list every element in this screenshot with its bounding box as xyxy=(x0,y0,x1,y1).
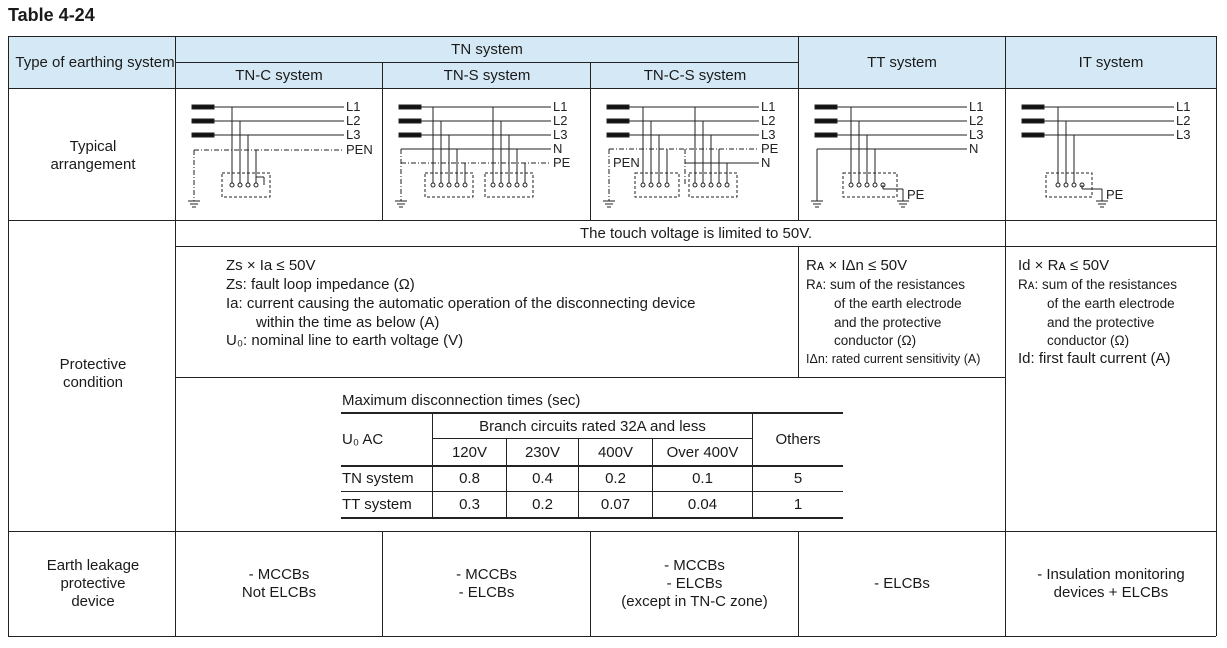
tn-condition-line: within the time as below (A) xyxy=(256,314,440,331)
header-type-of-earthing: Type of earthing system xyxy=(15,54,175,71)
diagram-label: PE xyxy=(553,155,571,170)
grid-line xyxy=(8,636,1216,637)
diagram-label: L2 xyxy=(969,113,984,128)
voltage-header: Over 400V xyxy=(666,443,739,461)
earth-leakage-tn-c-s xyxy=(591,532,798,636)
table-cell: 0.3 xyxy=(459,496,480,513)
tt-diagram xyxy=(799,89,1005,220)
diagram-label: L3 xyxy=(969,127,984,142)
grid-line xyxy=(8,36,9,636)
it-condition-line: Id × Rᴀ ≤ 50V xyxy=(1018,257,1110,274)
diagram-label: PE xyxy=(1106,187,1124,202)
grid-line xyxy=(176,246,1216,247)
tt-condition-line: Rᴀ: sum of the resistances xyxy=(806,277,966,292)
tt-condition-line: and the protective xyxy=(834,315,942,330)
tn-c-s-diagram xyxy=(591,89,798,220)
tn-condition-line: U₀: nominal line to earth voltage (V) xyxy=(226,332,464,349)
tn-condition-line: Zs: fault loop impedance (Ω) xyxy=(226,276,415,293)
diagram-label: L2 xyxy=(346,113,361,128)
it-condition-line: of the earth electrode xyxy=(1047,296,1175,311)
it-condition-line: Id: first fault current (A) xyxy=(1018,350,1171,367)
diagram-label: N xyxy=(761,155,771,170)
tt-condition-line: Rᴀ × IΔn ≤ 50V xyxy=(806,257,908,274)
earth-leakage-tn-s xyxy=(383,532,590,636)
grid-line xyxy=(176,62,798,63)
table-cell: 0.2 xyxy=(532,496,553,513)
earth-leakage-line: - Insulation monitoring xyxy=(1037,566,1185,583)
table-cell: 0.07 xyxy=(600,496,631,513)
diagram-label: L2 xyxy=(1176,113,1191,128)
row-label-typical: Typical arrangement xyxy=(50,138,136,173)
diagram-label: PE xyxy=(761,141,779,156)
tn-c-diagram xyxy=(176,89,382,220)
earth-leakage-line: - MCCBs xyxy=(456,566,517,583)
tt-condition-line: IΔn: rated current sensitivity (A) xyxy=(806,352,981,366)
voltage-header: 400V xyxy=(597,443,634,461)
it-diagram xyxy=(1006,89,1216,220)
earth-leakage-it xyxy=(1006,532,1216,636)
diagram-label: PE xyxy=(907,187,925,202)
tt-condition-line: of the earth electrode xyxy=(834,296,962,311)
diagram-label: L1 xyxy=(761,99,776,114)
diagram-label: L1 xyxy=(969,99,984,114)
row-label-earth-leakage: Earth leakage protective device xyxy=(46,557,140,610)
grid-line xyxy=(1216,36,1217,636)
header-tt: TT system xyxy=(867,54,937,71)
diagram-label: L3 xyxy=(761,127,776,142)
grid-line xyxy=(8,36,1216,37)
header-tn-c-s: TN-C-S system xyxy=(643,67,747,84)
table-cell: 0.4 xyxy=(532,470,553,487)
voltage-header: 120V xyxy=(451,443,488,461)
branch-header: Branch circuits rated 32A and less xyxy=(479,417,706,435)
it-condition-line: Rᴀ: sum of the resistances xyxy=(1018,277,1178,292)
diagram-label: L2 xyxy=(553,113,568,128)
diagram-label: L2 xyxy=(761,113,776,128)
header-tn-c: TN-C system xyxy=(235,67,323,84)
disconnect-table-caption: Maximum disconnection times (sec) xyxy=(342,392,581,409)
diagram-label: N xyxy=(969,141,979,156)
tn-s-diagram xyxy=(383,89,590,220)
diagram-label: L1 xyxy=(553,99,568,114)
table-title: Table 4-24 xyxy=(8,5,95,25)
header-tn-s: TN-S system xyxy=(443,67,531,84)
table-row-label: TN system xyxy=(342,470,414,487)
diagram-label: L1 xyxy=(346,99,361,114)
earth-leakage-line: Not ELCBs xyxy=(241,584,317,601)
header-it: IT system xyxy=(1078,54,1144,71)
diagram-label: L3 xyxy=(553,127,568,142)
table-row-label: TT system xyxy=(342,496,412,513)
earth-leakage-line: - ELCBs xyxy=(874,575,930,592)
row-label-protective: Protective condition xyxy=(59,356,127,391)
earth-leakage-line: - ELCBs xyxy=(666,575,723,592)
header-tn-system: TN system xyxy=(451,41,523,58)
grid-line xyxy=(8,220,1216,221)
table-cell: 0.04 xyxy=(687,496,718,513)
tn-condition-line: Ia: current causing the automatic operation of the disconnecting device xyxy=(226,295,696,312)
table-cell: 1 xyxy=(793,496,803,513)
table-cell: 5 xyxy=(793,470,803,487)
grid-line xyxy=(798,246,799,377)
earth-leakage-tn-c xyxy=(176,532,382,636)
grid-line xyxy=(176,377,1006,378)
touch-voltage-note: The touch voltage is limited to 50V. xyxy=(579,225,813,242)
others-header: Others xyxy=(775,431,821,448)
earth-leakage-line: (except in TN-C zone) xyxy=(621,593,768,610)
u0-ac-header: U₀ AC xyxy=(342,431,384,448)
earth-leakage-line: devices + ELCBs xyxy=(1053,584,1169,601)
table-cell: 0.1 xyxy=(692,470,713,487)
tn-condition-line: Zs × Ia ≤ 50V xyxy=(226,257,316,274)
table-line xyxy=(341,517,843,519)
voltage-header: 230V xyxy=(524,443,561,461)
diagram-label: L1 xyxy=(1176,99,1191,114)
diagram-label: PEN xyxy=(346,142,373,157)
it-condition-line: and the protective xyxy=(1047,315,1155,330)
earth-leakage-line: - MCCBs xyxy=(248,566,310,583)
diagram-label: L3 xyxy=(1176,127,1191,142)
earth-leakage-line: - MCCBs xyxy=(664,557,725,574)
diagram-label: PEN xyxy=(613,155,640,170)
it-condition-line: conductor (Ω) xyxy=(1047,333,1130,348)
tt-condition-line: conductor (Ω) xyxy=(834,333,917,348)
earth-leakage-tt xyxy=(799,532,1005,636)
table-cell: 0.2 xyxy=(605,470,626,487)
diagram-label: L3 xyxy=(346,127,361,142)
earth-leakage-line: - ELCBs xyxy=(458,584,515,601)
table-cell: 0.8 xyxy=(459,470,480,487)
diagram-label: N xyxy=(553,141,563,156)
